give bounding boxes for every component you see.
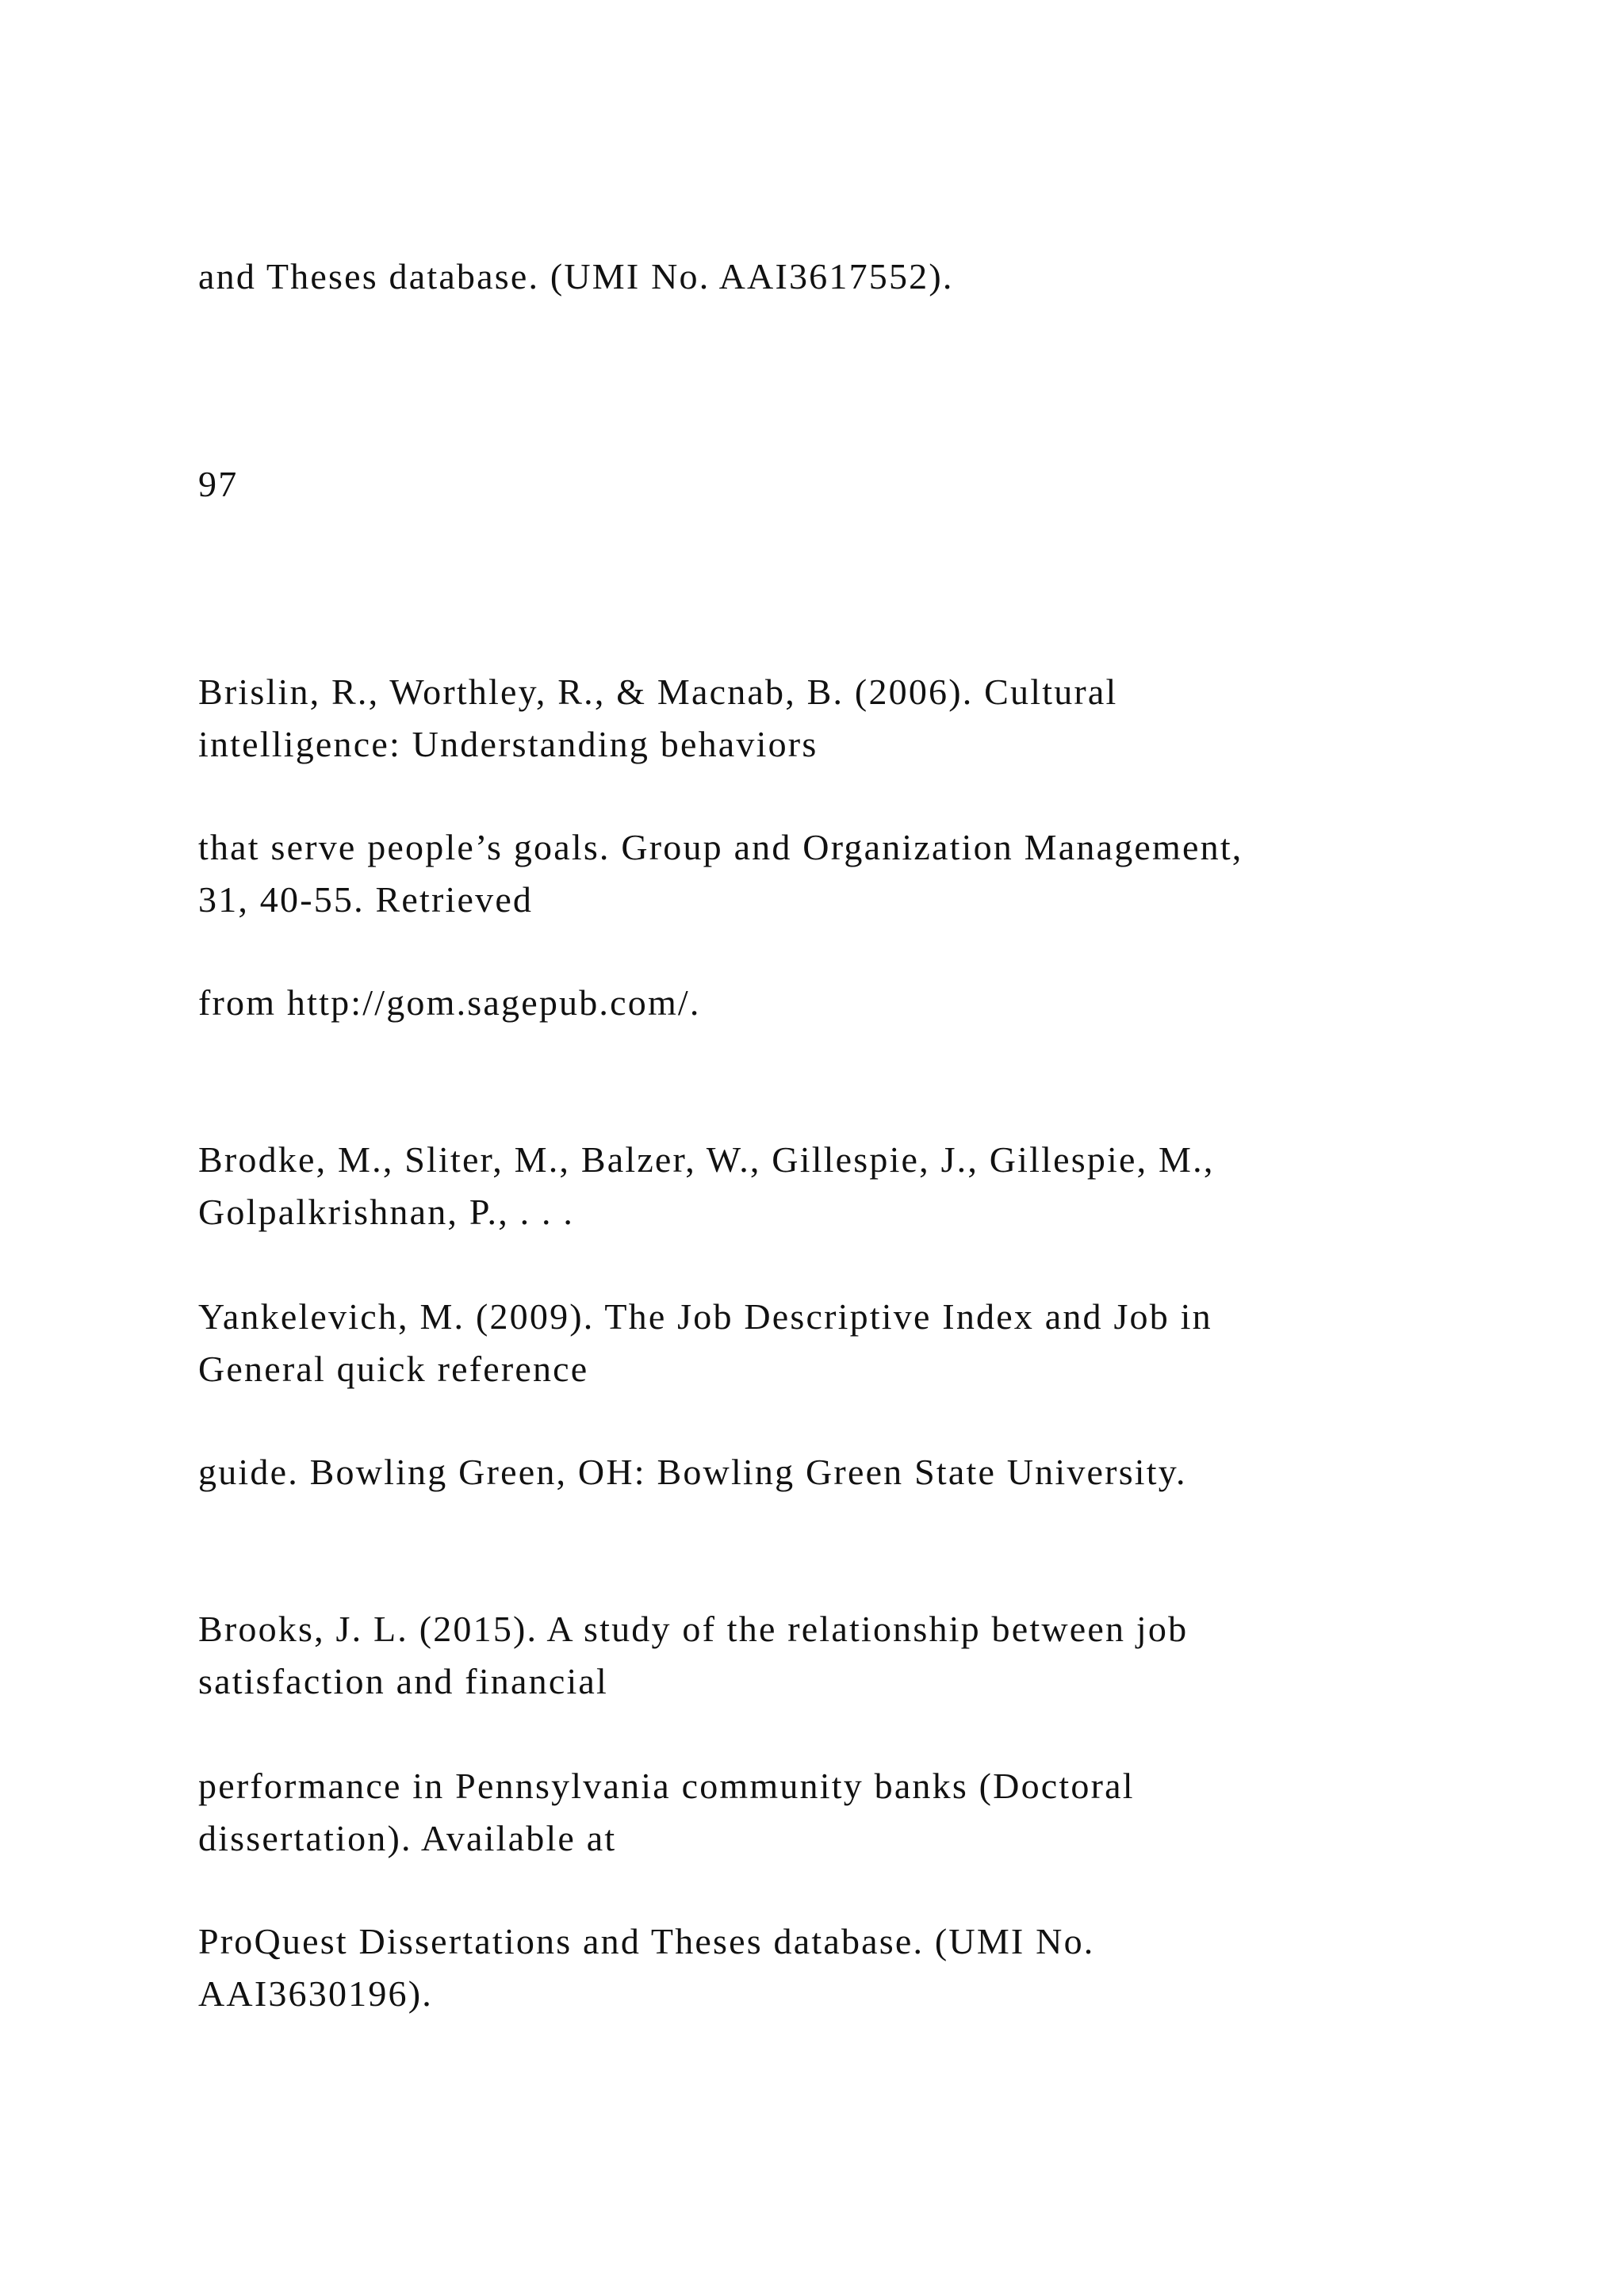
reference-line: Brislin, R., Worthley, R., & Macnab, B. (2006). Cultural — [198, 672, 1118, 712]
reference-line: General quick reference — [198, 1349, 589, 1389]
reference-line: intelligence: Understanding behaviors — [198, 724, 818, 764]
reference-line: Brooks, J. L. (2015). A study of the relationship between job — [198, 1609, 1189, 1649]
reference-line: Yankelevich, M. (2009). The Job Descriptive Index and Job in — [198, 1296, 1212, 1337]
reference-line: from http://gom.sagepub.com/. — [198, 982, 701, 1023]
reference-line: ProQuest Dissertations and Theses database. (UMI No. — [198, 1921, 1095, 1961]
reference-line: that serve people’s goals. Group and Organization Management, — [198, 827, 1243, 867]
reference-line: performance in Pennsylvania community banks (Doctoral — [198, 1766, 1135, 1806]
reference-line: dissertation). Available at — [198, 1818, 617, 1858]
reference-line: 31, 40-55. Retrieved — [198, 879, 534, 920]
reference-line: Golpalkrishnan, P., . . . — [198, 1192, 575, 1232]
reference-line: AAI3630196). — [198, 1973, 433, 2014]
reference-continuation: and Theses database. (UMI No. AAI3617552). — [198, 256, 954, 297]
reference-line: satisfaction and financial — [198, 1661, 609, 1701]
page-number: 97 — [198, 464, 239, 504]
reference-line: guide. Bowling Green, OH: Bowling Green State University. — [198, 1452, 1187, 1492]
reference-line: Brodke, M., Sliter, M., Balzer, W., Gillespie, J., Gillespie, M., — [198, 1139, 1215, 1180]
